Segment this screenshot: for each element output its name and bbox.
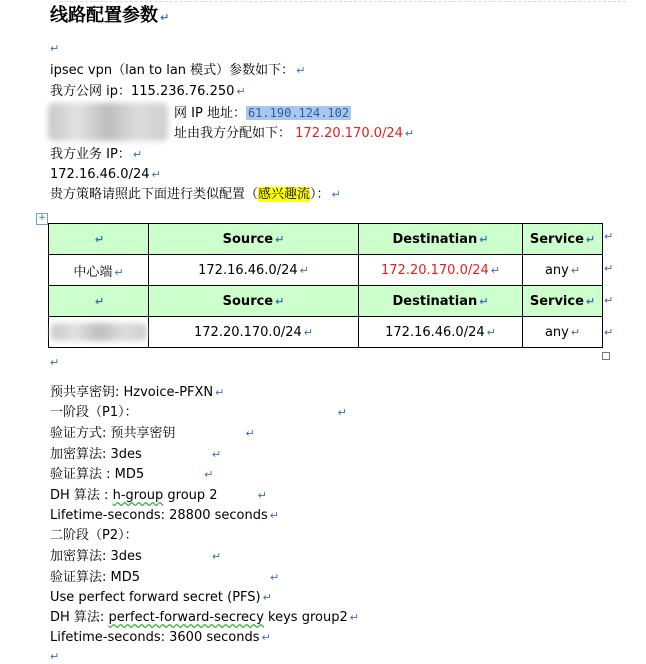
paragraph-mark: ↵ <box>50 650 60 663</box>
row-end-mark: ↵ <box>604 326 614 339</box>
table-header-cell: Source ↵ <box>149 224 359 255</box>
table-header-cell: Destinatian ↵ <box>359 224 523 255</box>
auth-algo-p2-line: 验证算法: MD5 ↵ <box>50 570 280 585</box>
table-header-cell: ↵ <box>49 224 149 255</box>
table-cell: 172.20.170.0/24 ↵ <box>149 317 359 348</box>
table-header-row <box>49 224 603 255</box>
paragraph-mark: ↵ <box>50 42 60 55</box>
selected-peer-ip[interactable]: 61.190.124.102 <box>247 106 350 120</box>
redacted-cell-text <box>51 323 147 341</box>
table-cell: 172.20.170.0/24 ↵ <box>359 255 523 286</box>
table-cell <box>49 317 149 348</box>
table-header-row <box>49 286 603 317</box>
peer-ip-line: 网 IP 地址： 61.190.124.102 <box>174 106 350 121</box>
page-top-border <box>0 0 646 3</box>
dh-p2-line: DH 算法: perfect-forward-secrecy keys group2 ↵ <box>50 610 359 625</box>
lifetime-p2-line: Lifetime-seconds: 3600 seconds ↵ <box>50 630 271 645</box>
table-row <box>49 317 603 348</box>
row-end-mark: ↵ <box>604 294 614 307</box>
pfs-line: Use perfect forward secret (PFS) ↵ <box>50 590 272 605</box>
auth-algo-p1-line: 验证算法 : MD5 ↵ <box>50 467 214 482</box>
phase2-heading: 二阶段（P2）： <box>50 528 138 543</box>
table-header-cell: Source ↵ <box>149 286 359 317</box>
table-row <box>49 255 603 286</box>
table-cell: 中心端 ↵ <box>49 255 149 286</box>
table-header-cell: Service ↵ <box>523 224 603 255</box>
table-cell: 172.16.46.0/24 ↵ <box>359 317 523 348</box>
auth-method-line: 验证方式: 预共享密钥 ↵ <box>50 426 255 441</box>
interesting-traffic-table <box>48 223 603 348</box>
table-cell: any ↵ <box>523 317 603 348</box>
table-cell: 172.16.46.0/24 ↵ <box>149 255 359 286</box>
row-end-mark: ↵ <box>604 262 614 275</box>
table-header-cell: Destinatian ↵ <box>359 286 523 317</box>
policy-instruction-line: 贵方策略请照此下面进行类似配置（感兴趣流）： ↵ <box>50 187 341 202</box>
phase1-heading: 一阶段（P1）： ↵ <box>50 405 347 420</box>
biz-ip-line: 172.16.46.0/24 ↵ <box>50 167 161 182</box>
lifetime-p1-line: Lifetime-seconds: 28800 seconds ↵ <box>50 508 279 523</box>
biz-ip-label-line: 我方业务 IP： ↵ <box>50 147 143 162</box>
assigned-net-line: 址由我方分配如下： 172.20.170.0/24 ↵ <box>174 126 415 141</box>
document-title: 线路配置参数 ↵ <box>50 5 170 26</box>
ipsec-intro-line: ipsec vpn（lan to lan 模式）参数如下： ↵ <box>50 63 306 78</box>
row-end-mark: ↵ <box>604 230 614 243</box>
redacted-text-block <box>48 103 168 141</box>
table-move-handle-icon[interactable]: + <box>36 213 48 225</box>
enc-algo-p2-line: 加密算法: 3des ↵ <box>50 549 222 564</box>
table-resize-handle[interactable] <box>602 352 610 360</box>
dh-p1-line: DH 算法 : h-group group 2 ↵ <box>50 488 267 503</box>
psk-line: 预共享密钥: Hzvoice-PFXN ↵ <box>50 385 225 400</box>
paragraph-mark: ↵ <box>50 356 60 369</box>
our-public-ip-line: 我方公网 ip：115.236.76.250 ↵ <box>50 84 246 99</box>
enc-algo-p1-line: 加密算法: 3des ↵ <box>50 447 222 462</box>
table-header-cell: Service ↵ <box>523 286 603 317</box>
table-cell: any ↵ <box>523 255 603 286</box>
table-header-cell: ↵ <box>49 286 149 317</box>
